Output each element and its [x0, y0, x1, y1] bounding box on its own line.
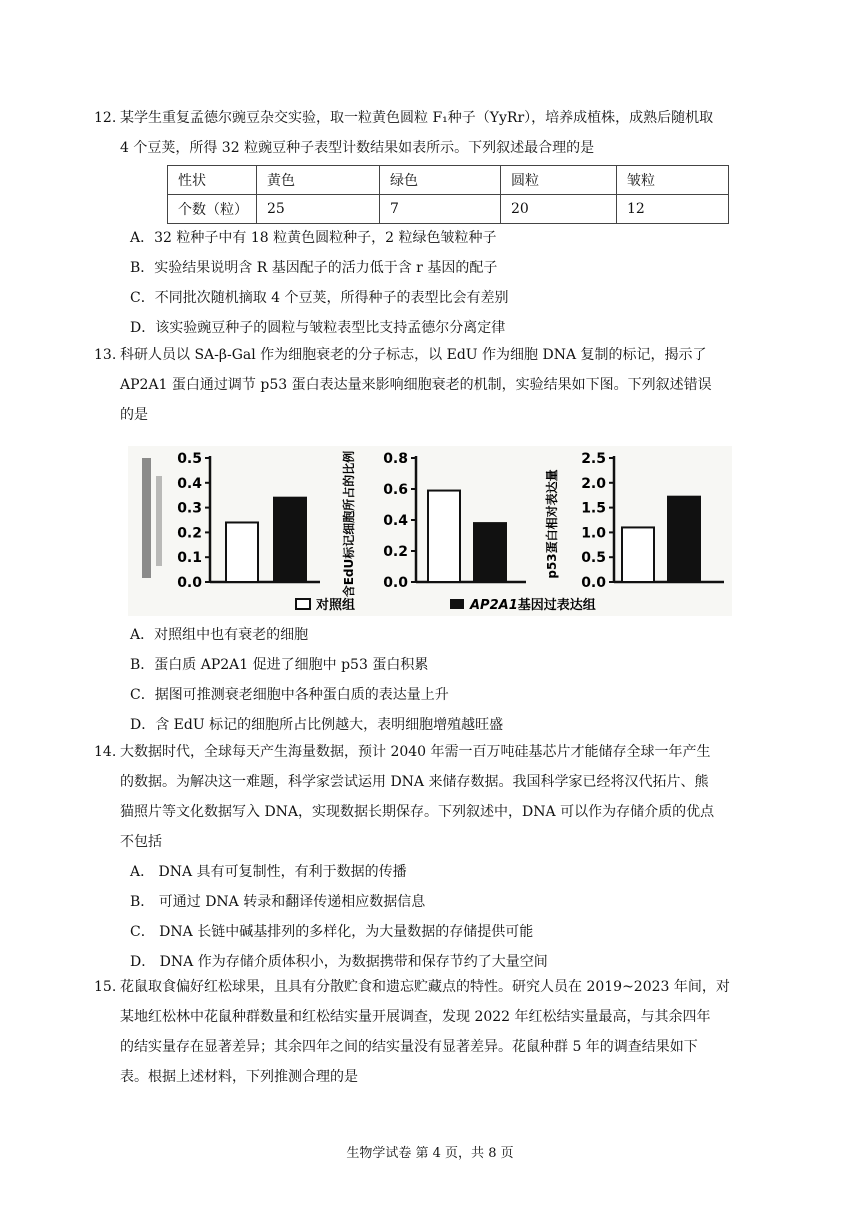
question-13-options — [94, 620, 774, 740]
question-number: 15. — [94, 979, 117, 995]
table-cell: 黄色 — [257, 166, 380, 195]
question-stem-line: 的数据。为解决这一难题，科学家尝试运用 DNA 来储存数据。我国科学家已经将汉代拓片、熊 — [120, 774, 709, 790]
chart-1 — [177, 451, 320, 591]
chart-2 — [341, 451, 526, 598]
option-a: A．32 粒种子中有 18 粒黄色圆粒种子，2 粒绿色皱粒种子 — [130, 230, 497, 246]
y-tick-label: 0.0 — [581, 575, 606, 591]
y-tick-label: 0.5 — [581, 550, 606, 567]
y-tick-label: 1.5 — [581, 500, 606, 517]
y-tick-label: 0.3 — [177, 500, 202, 517]
y-tick-label: 0.2 — [383, 544, 408, 560]
option-d: D．该实验豌豆种子的圆粒与皱粒表型比支持孟德尔分离定律 — [130, 320, 506, 336]
y-tick-label: 0.4 — [177, 475, 202, 492]
bar-charts-svg — [128, 446, 732, 616]
legend-swatch-overexpression — [450, 599, 464, 609]
option-a: A． DNA 具有可复制性，有利于数据的传播 — [130, 864, 407, 880]
question-stem-line: 某地红松林中花鼠种群数量和红松结实量开展调查，发现 2022 年红松结实量最高，与其余四年 — [120, 1009, 711, 1025]
chart-legend — [296, 597, 596, 613]
y-tick-label: 1.0 — [581, 525, 606, 542]
figure-bar-charts — [128, 446, 732, 616]
table-cell: 性状 — [168, 166, 257, 195]
y-tick-label: 2.5 — [581, 451, 606, 467]
option-a: A．对照组中也有衰老的细胞 — [130, 627, 309, 643]
option-d: D．含 EdU 标记的细胞所占比例越大，表明细胞增殖越旺盛 — [130, 717, 504, 733]
y-tick-label: 0.2 — [177, 525, 202, 542]
option-d: D． DNA 作为存储介质体积小，为数据携带和保存节约了大量空间 — [130, 954, 548, 970]
question-number: 14. — [94, 744, 117, 760]
question-12 — [94, 103, 774, 163]
question-stem-line: 猫照片等文化数据写入 DNA，实现数据长期保存。下列叙述中，DNA 可以作为存储介质的优点 — [120, 804, 715, 820]
bar-overexpression — [274, 498, 306, 582]
bar-overexpression — [474, 523, 506, 582]
legend-label-control: 对照组 — [316, 598, 356, 613]
question-14 — [94, 737, 774, 977]
option-c: C．不同批次随机摘取 4 个豆荚，所得种子的表型比会有差别 — [130, 290, 509, 306]
question-stem-line: 科研人员以 SA-β-Gal 作为细胞衰老的分子标志，以 EdU 作为细胞 DNA 复制的标记，揭示了 — [120, 347, 707, 363]
table-cell: 圆粒 — [501, 166, 617, 195]
bar-control — [428, 491, 460, 582]
bar-control — [622, 527, 654, 582]
table-cell: 7 — [380, 195, 501, 224]
chart-1-ylabel-illegible — [142, 458, 162, 578]
question-12-options — [94, 223, 774, 343]
table-cell: 25 — [257, 195, 380, 224]
legend-swatch-control — [296, 599, 310, 609]
question-stem-line: 4 个豆荚，所得 32 粒豌豆种子表型计数结果如表所示。下列叙述最合理的是 — [120, 140, 595, 156]
chart-3 — [544, 451, 724, 591]
question-stem-line: 大数据时代，全球每天产生海量数据，预计 2040 年需一百万吨硅基芯片才能储存全球一年产生 — [120, 744, 711, 760]
question-number: 13. — [94, 347, 117, 363]
table-cell: 绿色 — [380, 166, 501, 195]
legend-label-overexpression: AP2A1基因过表达组 — [470, 598, 596, 613]
y-tick-label: 0.4 — [383, 513, 408, 529]
table-row — [168, 195, 729, 224]
chart-3-ylabel: p53蛋白相对表达量 — [545, 469, 559, 579]
table-cell: 个数（粒） — [168, 195, 257, 224]
option-b: B．实验结果说明含 R 基因配子的活力低于含 r 基因的配子 — [130, 260, 498, 276]
y-tick-label: 0.1 — [177, 550, 202, 567]
y-tick-label: 0.0 — [177, 575, 202, 591]
bar-control — [226, 522, 258, 582]
question-stem-line: 的是 — [120, 407, 148, 423]
option-c: C． DNA 长链中碱基排列的多样化，为大量数据的存储提供可能 — [130, 924, 534, 940]
question-stem-line: 花鼠取食偏好红松球果，且具有分散贮食和遗忘贮藏点的特性。研究人员在 2019~2023 年间，对 — [120, 979, 730, 995]
page-footer: 生物学试卷 第 4 页，共 8 页 — [346, 1146, 514, 1161]
y-tick-label: 0.5 — [177, 451, 202, 467]
question-15 — [94, 972, 774, 1092]
chart-2-ylabel: 含EdU标记细胞所占的比例 — [342, 450, 356, 598]
y-tick-label: 0.6 — [383, 482, 408, 498]
trait-count-table — [167, 165, 729, 224]
question-13 — [94, 340, 774, 430]
y-tick-label: 0.8 — [383, 451, 408, 467]
bar-overexpression — [668, 497, 700, 582]
y-tick-label: 2.0 — [581, 475, 606, 492]
question-number: 12. — [94, 110, 117, 126]
option-c: C．据图可推测衰老细胞中各种蛋白质的表达量上升 — [130, 687, 449, 703]
table-cell: 20 — [501, 195, 617, 224]
question-stem-line: AP2A1 蛋白通过调节 p53 蛋白表达量来影响细胞衰老的机制，实验结果如下图。下列叙述错误 — [120, 377, 712, 393]
question-stem-line: 的结实量存在显著差异；其余四年之间的结实量没有显著差异。花鼠种群 5 年的调查结果如下 — [120, 1039, 698, 1055]
y-tick-label: 0.0 — [383, 575, 408, 591]
table-cell: 12 — [617, 195, 729, 224]
question-stem-line: 表。根据上述材料，下列推测合理的是 — [120, 1069, 358, 1085]
table-cell: 皱粒 — [617, 166, 729, 195]
table-header-row — [168, 166, 729, 195]
option-b: B．蛋白质 AP2A1 促进了细胞中 p53 蛋白积累 — [130, 657, 429, 673]
question-stem-line: 不包括 — [120, 834, 162, 850]
option-b: B． 可通过 DNA 转录和翻译传递相应数据信息 — [130, 894, 426, 910]
question-stem-line: 某学生重复孟德尔豌豆杂交实验，取一粒黄色圆粒 F₁种子（YyRr），培养成植株，成熟后随机取 — [120, 110, 714, 126]
